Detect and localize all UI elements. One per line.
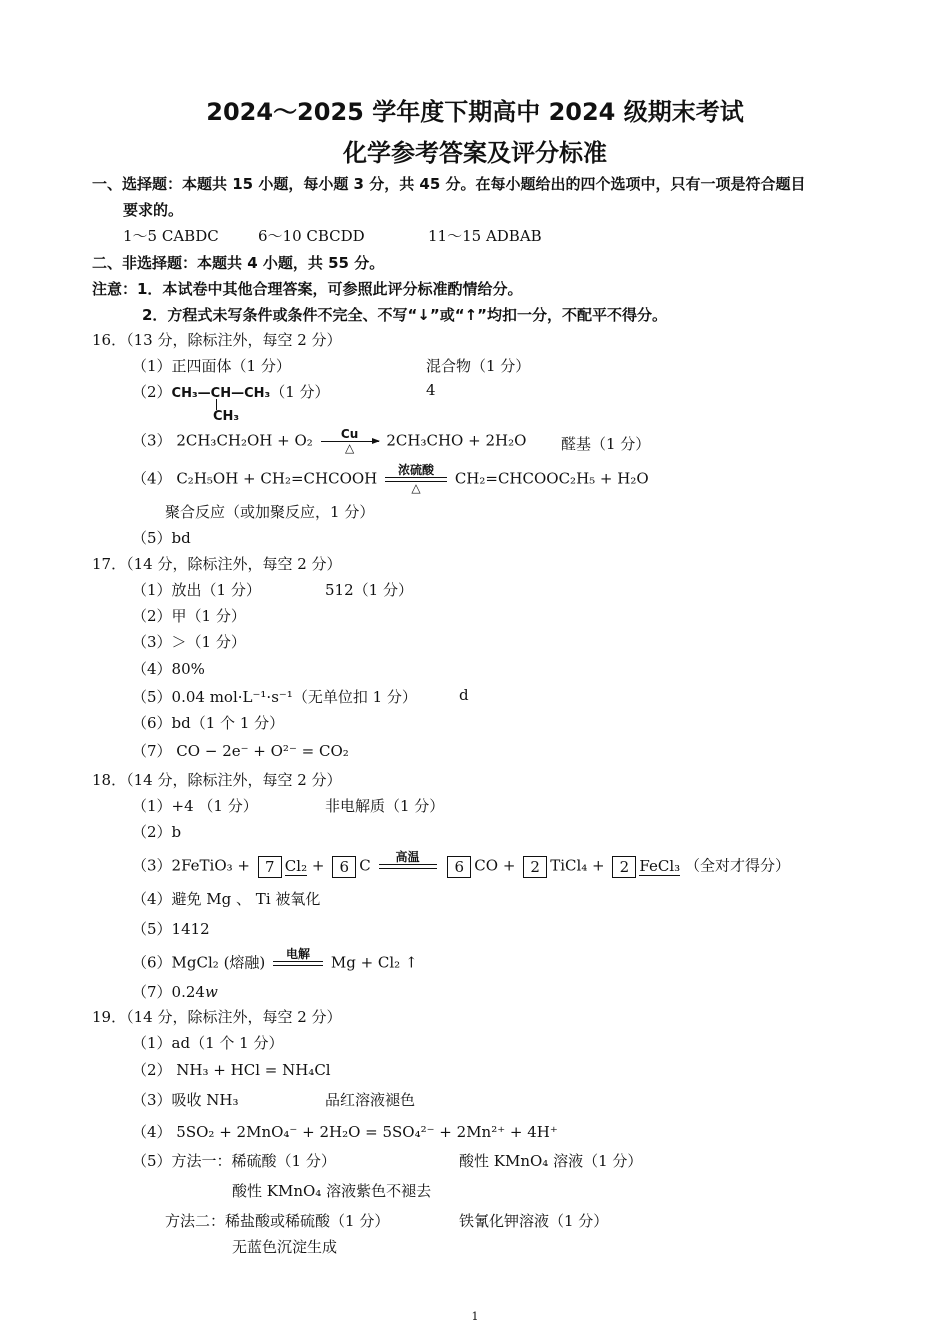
q18-answer-6 xyxy=(132,948,418,979)
catalyst-h2so4: 浓硫酸 xyxy=(398,463,435,477)
q17-answer-4: （4）80% xyxy=(132,660,205,678)
q18-answer-7 xyxy=(132,981,218,1002)
electrolysis-label: 电解 xyxy=(286,947,311,961)
mass-variable: w xyxy=(204,983,218,1001)
q18-answer-3-label: （3） xyxy=(132,856,172,875)
methyl-branch: CH₃ xyxy=(213,409,240,424)
coefficient-box-c: 6 xyxy=(332,856,356,878)
q18-header: 18．（14 分，除标注外，每空 2 分） xyxy=(92,771,342,789)
carbon-term: C xyxy=(359,856,371,875)
answers-11-15: 11～15 ADBAB xyxy=(428,227,542,245)
q19-answer-2: （2） NH₃ + HCl = NH₄Cl xyxy=(132,1061,331,1079)
high-temperature-label: 高温 xyxy=(395,850,420,864)
q19-answer-1: （1）ad（1 个 1 分） xyxy=(132,1034,284,1052)
co-term: CO + xyxy=(474,856,516,875)
q17-answer-5b: d xyxy=(459,686,469,704)
q16-answer-1b: 混合物（1 分） xyxy=(426,357,531,375)
catalyst-cu: Cu xyxy=(340,427,359,441)
part2-heading: 二、非选择题：本题共 4 小题，共 55 分。 xyxy=(92,254,385,272)
q18-answer-6-label: （6） xyxy=(132,953,172,972)
q16-answer-4b: 聚合反应（或加聚反应，1 分） xyxy=(165,503,375,521)
q19-answer-4: （4） 5SO₂ + 2MnO₄⁻ + 2H₂O = 5SO₄²⁻ + 2Mn²⁺ + 4H⁺ xyxy=(132,1123,558,1141)
fecl3-term: FeCl₃ xyxy=(639,856,681,875)
q19-method1: （5）方法一：稀硫酸（1 分） xyxy=(132,1152,336,1170)
answer-key-title: 化学参考答案及评分标准 xyxy=(343,139,607,167)
q16-answer-3-label: （3） xyxy=(132,431,172,450)
q16-answer-3b: 醛基（1 分） xyxy=(561,435,651,453)
q16-header: 16．（13 分，除标注外，每空 2 分） xyxy=(92,331,342,349)
q17-answer-3: （3）＞（1 分） xyxy=(132,633,246,651)
reaction-condition-electrolysis xyxy=(273,948,323,979)
answers-1-5: 1～5 CABDC xyxy=(123,227,219,245)
coefficient-box-fecl3: 2 xyxy=(612,856,636,878)
q18-answer-4: （4）避免 Mg 、 Ti 被氧化 xyxy=(132,890,321,908)
q18-answer-5: （5）1412 xyxy=(132,920,210,938)
q18-answer-2: （2）b xyxy=(132,823,182,841)
q16-answer-1: （1）正四面体（1 分） xyxy=(132,357,291,375)
q16-answer-3 xyxy=(132,428,526,455)
heat-symbol: △ xyxy=(411,481,421,495)
ethanol-oxidation-reactants: 2CH₃CH₂OH + O₂ xyxy=(176,431,313,450)
reaction-condition-cu xyxy=(321,428,379,455)
page-number: 1 xyxy=(471,1310,479,1323)
q19-method2-phenomenon: 无蓝色沉淀生成 xyxy=(232,1238,338,1256)
q17-answer-5 xyxy=(132,686,417,707)
q17-answer-1: （1）放出（1 分） xyxy=(132,581,261,599)
q16-answer-4 xyxy=(132,464,649,495)
q18-answer-3-note: （全对才得分） xyxy=(684,856,790,875)
q19-answer-3: （3）吸收 NH₃ xyxy=(132,1091,239,1109)
exam-title: 2024～2025 学年度下期高中 2024 级期末考试 xyxy=(206,98,744,126)
reaction-rate-note: （无单位扣 1 分） xyxy=(292,688,417,706)
molten-mgcl2: MgCl₂ (熔融) xyxy=(171,953,266,972)
plus-sign: + xyxy=(311,856,325,875)
answers-6-10: 6～10 CBCDD xyxy=(258,227,365,245)
q19-method2: 方法二：稀盐酸或稀硫酸（1 分） xyxy=(165,1212,390,1230)
q16-answer-5: （5）bd xyxy=(132,529,191,547)
esterification-reactants: C₂H₅OH + CH₂=CHCOOH xyxy=(176,469,378,488)
q19-method1-phenomenon: 酸性 KMnO₄ 溶液紫色不褪去 xyxy=(232,1182,432,1200)
q17-answer-2: （2）甲（1 分） xyxy=(132,607,246,625)
q19-answer-3b: 品红溶液褪色 xyxy=(325,1091,416,1109)
q18-answer-3 xyxy=(132,851,790,882)
right-arrow-icon xyxy=(321,441,379,442)
q18-answer-7-prefix: （7）0.24 xyxy=(132,983,205,1001)
q19-header: 19．（14 分，除标注外，每空 2 分） xyxy=(92,1008,342,1026)
q16-answer-2-score: （1 分） xyxy=(270,383,330,401)
reaction-condition-h2so4 xyxy=(385,464,447,495)
q19-method1-reagent: 酸性 KMnO₄ 溶液（1 分） xyxy=(459,1152,643,1170)
part1-heading-cont: 要求的。 xyxy=(123,201,184,219)
note-1: 注意：1．本试卷中其他合理答案，可参照此评分标准酌情给分。 xyxy=(92,280,523,298)
q17-answer-1b: 512（1 分） xyxy=(325,581,413,599)
q17-answer-6: （6）bd（1 个 1 分） xyxy=(132,714,285,732)
q16-answer-2-label: （2） xyxy=(132,383,172,401)
electrolysis-products: Mg + Cl₂ ↑ xyxy=(330,953,418,972)
coefficient-box-ticl4: 2 xyxy=(523,856,547,878)
q17-answer-7: （7） CO − 2e⁻ + O²⁻ = CO₂ xyxy=(132,742,349,760)
ticl4-term: TiCl₄ + xyxy=(550,856,605,875)
q16-answer-4-label: （4） xyxy=(132,469,172,488)
q19-method2-reagent: 铁氰化钾溶液（1 分） xyxy=(459,1212,609,1230)
q16-answer-2b: 4 xyxy=(426,381,436,399)
ilmenite-term: 2FeTiO₃ + xyxy=(171,856,251,875)
reaction-rate-value: （5）0.04 mol·L⁻¹·s⁻¹ xyxy=(132,688,293,706)
ethanol-oxidation-products: 2CH₃CHO + 2H₂O xyxy=(386,431,527,450)
note-2: 2．方程式未写条件或条件不完全、不写“↓”或“↑”均扣一分，不配平不得分。 xyxy=(142,306,668,324)
q16-answer-2 xyxy=(132,381,330,402)
q18-answer-1b: 非电解质（1 分） xyxy=(325,797,445,815)
heat-symbol: △ xyxy=(344,441,355,455)
q18-answer-1: （1）+4 （1 分） xyxy=(132,797,258,815)
chlorine-term: Cl₂ xyxy=(284,856,308,875)
esterification-products: CH₂=CHCOOC₂H₅ + H₂O xyxy=(454,469,649,488)
isobutane-formula: CH₃—CH—CH₃ xyxy=(171,386,271,401)
coefficient-box-cl2: 7 xyxy=(258,856,282,878)
part1-heading: 一、选择题：本题共 15 小题，每小题 3 分，共 45 分。在每小题给出的四个选项中，只有一项是符合题目 xyxy=(92,175,806,193)
reaction-condition-high-temp xyxy=(379,851,437,882)
coefficient-box-co: 6 xyxy=(447,856,471,878)
q17-header: 17．（14 分，除标注外，每空 2 分） xyxy=(92,555,342,573)
